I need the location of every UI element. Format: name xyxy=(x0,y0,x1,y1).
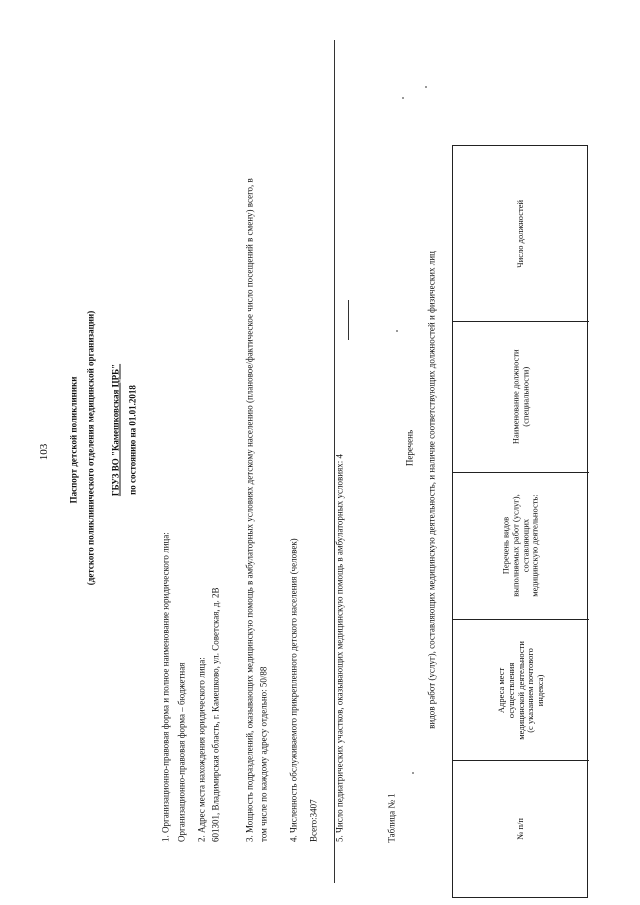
scan-speck xyxy=(425,86,427,88)
page-number: 103 xyxy=(38,443,50,461)
header-row-number: № п/п xyxy=(515,818,526,840)
scan-speck xyxy=(402,97,404,99)
item-2-value: 601301, Владимирская область, г. Камешково, ул. Советская, д. 2В xyxy=(210,587,221,842)
header-positions-count: Число должностей xyxy=(515,199,526,268)
list-title: Перечень xyxy=(404,429,415,467)
table-label: Таблица № 1 xyxy=(386,793,397,843)
item-4-value: Всего:3407 xyxy=(308,799,319,842)
header-services-list: Перечень видов выполняемых работ (услуг), составляющих медицинскую деятельность: xyxy=(500,494,540,598)
item-3-value: том числе по каждому адресу отдельно: 50/88 xyxy=(258,666,269,842)
organization-name: ГБУЗ ВО "Камешковская ЦРБ" xyxy=(110,363,121,497)
item-4: 4. Численность обслуживаемого прикрепленного детского населения (человек) xyxy=(288,538,299,842)
scan-speck xyxy=(412,772,414,774)
services-table xyxy=(452,145,588,898)
scan-speck xyxy=(396,330,398,332)
item-1-value: Организационно-правовая форма – бюджетная xyxy=(176,662,187,842)
date-line: по состоянию на 01.01.2018 xyxy=(127,385,138,495)
item-3: 3. Мощность подразделений, оказывающих медицинскую помощь в амбулаторных условиях детскому населению (плановое/фактическое число посещений в смену) всего, в xyxy=(244,178,255,842)
header-addresses: Адреса мест осуществления медицинской деятельности (с указанием почтового индекса) xyxy=(495,640,545,740)
table-header-cell xyxy=(453,620,589,760)
item-2: 2. Адрес места нахождения юридического лица: xyxy=(196,657,207,842)
item-1: 1. Организационно-правовая форма и полное наименование юридического лица: xyxy=(160,532,171,842)
document-subtitle: (детского поликлинического отделения медицинской организации) xyxy=(85,310,96,586)
header-position-name: Наименование должности (специальности) xyxy=(510,349,530,445)
divider-line xyxy=(334,40,335,883)
item-5: 5. Число педиатрических участков, оказывающих медицинскую помощь в амбулаторных условиях: 4 xyxy=(334,454,345,842)
table-header-cell xyxy=(453,473,589,619)
document-title: Паспорт детской поликлиники xyxy=(68,376,79,504)
table-header-cell xyxy=(453,146,589,321)
table-header-cell xyxy=(453,322,589,472)
item-5-underline xyxy=(348,300,349,340)
table-header-cell xyxy=(453,761,589,897)
list-description: видов работ (услуг), составляющих медицинскую деятельность, и наличие соответствующих должностей и физических лиц xyxy=(426,251,437,729)
